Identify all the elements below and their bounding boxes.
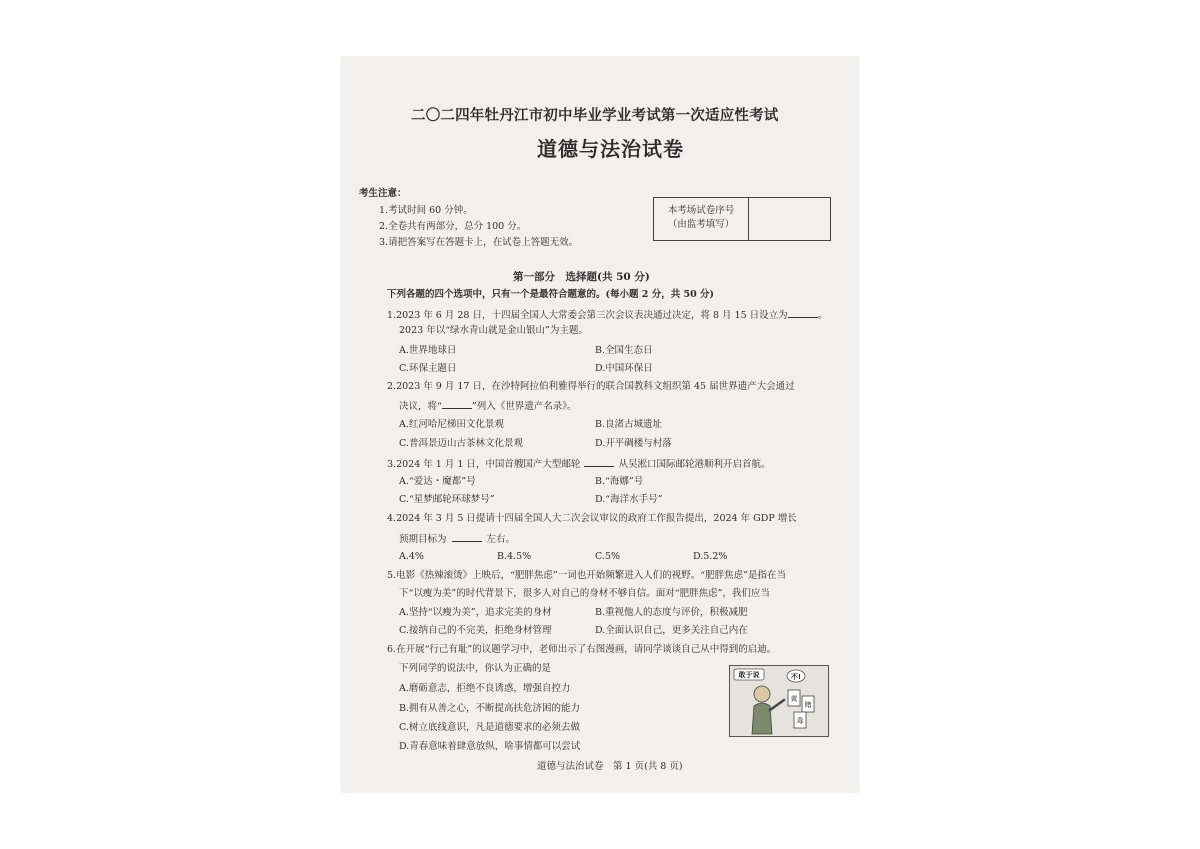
question-1-option-a: A.世界地球日 (399, 345, 457, 356)
question-3-option-a: A.“爱达・魔都”号 (399, 476, 476, 487)
question-5-option-b: B.重视他人的态度与评价，积极减肥 (595, 607, 748, 618)
question-6-stem-line2: 下列同学的说法中，你认为正确的是 (399, 663, 552, 674)
answer-blank (452, 531, 482, 542)
question-2-option-d: D.开平碉楼与村落 (595, 438, 672, 449)
question-1-option-c: C.环保主题日 (399, 363, 457, 374)
question-1-stem-end: 。 (817, 310, 828, 321)
serial-label-line2: （由监考填写） (667, 219, 735, 230)
question-6-option-a: A.磨砺意志，拒绝不良诱惑，增强自控力 (399, 683, 571, 694)
question-4-stem (399, 531, 515, 546)
serial-label-line1: 本考场试卷序号 (667, 205, 735, 216)
question-3-option-d: D.“海洋水手号” (595, 494, 663, 505)
question-5-option-d: D.全面认识自己，更多关注自己内在 (595, 625, 748, 636)
question-2-option-b: B.良渚古城遗址 (595, 419, 663, 430)
answer-blank (442, 398, 472, 409)
answer-blank (584, 456, 614, 467)
exam-paper (341, 57, 859, 792)
exam-title: 二〇二四年牡丹江市初中毕业学业考试第一次适应性考试 (411, 107, 779, 124)
question-2-option-c: C.普洱景迈山古茶林文化景观 (399, 438, 523, 449)
cartoon-sign-3: 毒 (796, 717, 804, 725)
question-2-stem-line1: 2.2023 年 9 月 17 日，在沙特阿拉伯利雅得举行的联合国教科文组织第 45 届世界遗产大会通过 (387, 381, 795, 392)
answer-blank (788, 307, 818, 318)
serial-number-cell (749, 198, 830, 240)
notice-heading: 考生注意： (359, 188, 407, 199)
section-instruction: 下列各题的四个选项中，只有一个是最符合题意的。(每小题 2 分，共 50 分) (387, 289, 715, 300)
question-4-stem-end: 左右。 (486, 534, 516, 545)
question-2-stem-text: 决议，将“ (399, 401, 442, 412)
question-3-stem-end: 从吴淞口国际邮轮港顺利开启首航。 (618, 459, 771, 470)
cartoon-bubble: 不! (790, 673, 802, 681)
section-heading: 第一部分 选择题(共 50 分) (513, 271, 650, 283)
question-3-option-c: C.“星梦邮轮环球梦号” (399, 494, 495, 505)
question-2-stem (399, 398, 576, 413)
question-2-stem-end: ”列入《世界遗产名录》。 (471, 401, 577, 412)
question-5-option-c: C.接纳自己的不完美，拒绝身材管理 (399, 625, 552, 636)
page-footer: 道德与法治试卷 第 1 页(共 8 页) (537, 761, 683, 772)
cartoon-sign-2: 赌 (804, 701, 812, 709)
question-3-stem-text: 3.2024 年 1 月 1 日，中国首艘国产大型邮轮 (387, 459, 581, 470)
notice-item: 3.请把答案写在答题卡上，在试卷上答题无效。 (379, 237, 579, 248)
question-6-option-c: C.树立底线意识，凡是道德要求的必须去做 (399, 722, 580, 733)
question-6-stem-line1: 6.在开展“行己有耻”的议题学习中，老师出示了右图漫画，请同学谈谈自己从中得到的启迪。 (387, 644, 777, 655)
question-5-stem-line1: 5.电影《热辣滚烫》上映后，“肥胖焦虑”一词也开始频繁进入人们的视野。“肥胖焦虑”是指在当 (387, 570, 786, 581)
question-4-option-a: A.4% (399, 551, 424, 562)
cartoon-drawing (730, 666, 828, 736)
cartoon-caption: 敢于说 (738, 671, 760, 679)
notice-item: 1.考试时间 60 分钟。 (379, 205, 473, 216)
question-3-option-b: B.“海娜”号 (595, 476, 644, 487)
question-5-option-a: A.坚持“以瘦为美”，追求完美的身材 (399, 607, 552, 618)
notice-item: 2.全卷共有两部分，总分 100 分。 (379, 221, 527, 232)
question-4-option-b: B.4.5% (497, 551, 532, 562)
question-4-stem-text: 预期目标为 (399, 534, 447, 545)
question-1-option-d: D.中国环保日 (595, 363, 653, 374)
question-1-option-b: B.全国生态日 (595, 345, 653, 356)
question-4-option-c: C.5% (595, 551, 621, 562)
question-4-stem-line1: 4.2024 年 3 月 5 日提请十四届全国人大二次会议审议的政府工作报告提出，2024 年 GDP 增长 (387, 513, 797, 524)
question-1-stem-text: 1.2023 年 6 月 28 日，十四届全国人大常委会第三次会议表决通过决定，将 8 月 15 日设立为 (387, 310, 788, 321)
cartoon-sign-1: 黄 (790, 695, 798, 703)
question-3-stem (387, 456, 770, 471)
question-6-option-b: B.拥有从善之心，不断提高扶危济困的能力 (399, 703, 581, 714)
question-6-option-d: D.青春意味着肆意放纵，啥事情都可以尝试 (399, 741, 581, 752)
question-5-stem-line2: 下“以瘦为美”的时代背景下，很多人对自己的身材不够自信。面对“肥胖焦虑”，我们应当 (399, 588, 770, 599)
question-2-option-a: A.红河哈尼梯田文化景观 (399, 419, 504, 430)
question-1-stem (387, 307, 827, 322)
serial-number-box (653, 197, 831, 241)
subject-title: 道德与法治试卷 (537, 137, 684, 161)
question-4-option-d: D.5.2% (693, 551, 728, 562)
question-1-stem-line2: 2023 年以“绿水青山就是金山银山”为主题。 (399, 325, 588, 336)
cartoon-illustration (729, 665, 829, 737)
serial-number-label (654, 198, 749, 240)
